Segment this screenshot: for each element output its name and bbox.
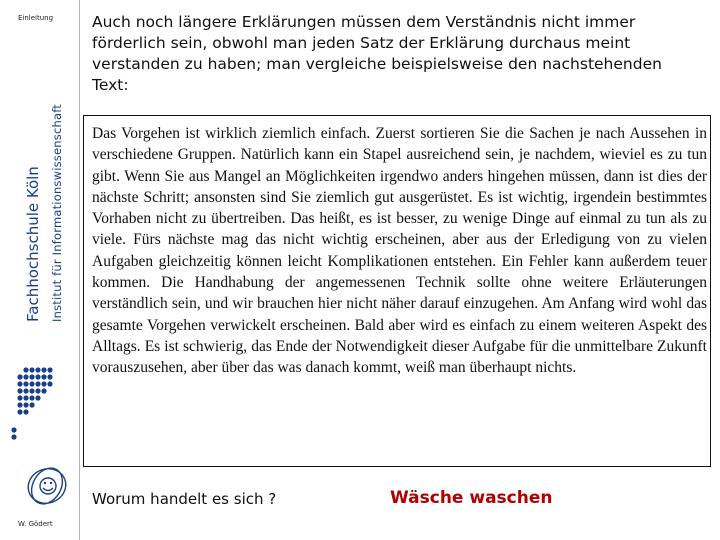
section-label: Einleitung: [18, 14, 54, 22]
smiley-globe-logo: [24, 462, 70, 508]
answer-text: Wäsche waschen: [390, 488, 553, 508]
institute-name: Institut für Informationswissenschaft: [50, 104, 64, 322]
intro-paragraph: Auch noch längere Erklärungen müssen dem Verständnis nicht immer förderlich sein, obwohl man jeden Satz der Erklärung durchaus meint verstanden zu haben; man vergleiche beispielsweise den nachstehenden Text:: [92, 13, 662, 94]
school-name: Fachhochschule Köln: [24, 166, 42, 322]
question-text: Worum handelt es sich ?: [92, 490, 277, 508]
dot-pattern-logo: [8, 366, 78, 446]
example-text: Das Vorgehen ist wirklich ziemlich einfach. Zuerst sortieren Sie die Sachen je nach Aussehen in verschiedene Gruppen. Natürlich kann ein Stapel ausreichend sein, je nachdem, wieviel es zu tun gibt. Wenn Sie aus Mangel an Möglichkeiten irgendwo anders hingehen müssen, dann ist dies der nächste Schritt; ansonsten sind Sie ziemlich gut ausgerüstet. Es ist wichtig, irgendein bestimmtes Vorhaben nicht zu übertreiben. Das heißt, es ist besser, zu wenige Dinge auf einmal zu tun als zu viele. Fürs nächste mag das nicht wichtig erscheinen, aber aus der Erledigung von zu vielen Aufgaben gleichzeitig können leicht Komplikationen entstehen. Ein Fehler kann außerdem teuer kommen. Die Handhabung der angemessenen Technik sollte ohne weitere Erläuterungen verständlich sein, und wir brauchen hier nicht näher darauf einzugehen. Am Anfang wird wohl das gesamte Vorgehen verwickelt erscheinen. Bald aber wird es einfach zu einem weiteren Aspekt des Alltags. Es ist schwierig, das Ende der Notwendigkeit dieser Aufgabe für die unmittelbare Zukunft vorauszusehen, aber über das was danach kommt, weiß man überhaupt nichts.: [92, 125, 707, 377]
sidebar: [0, 0, 80, 540]
author-name: W. Gödert: [18, 520, 53, 528]
example-text-box: [83, 115, 711, 467]
